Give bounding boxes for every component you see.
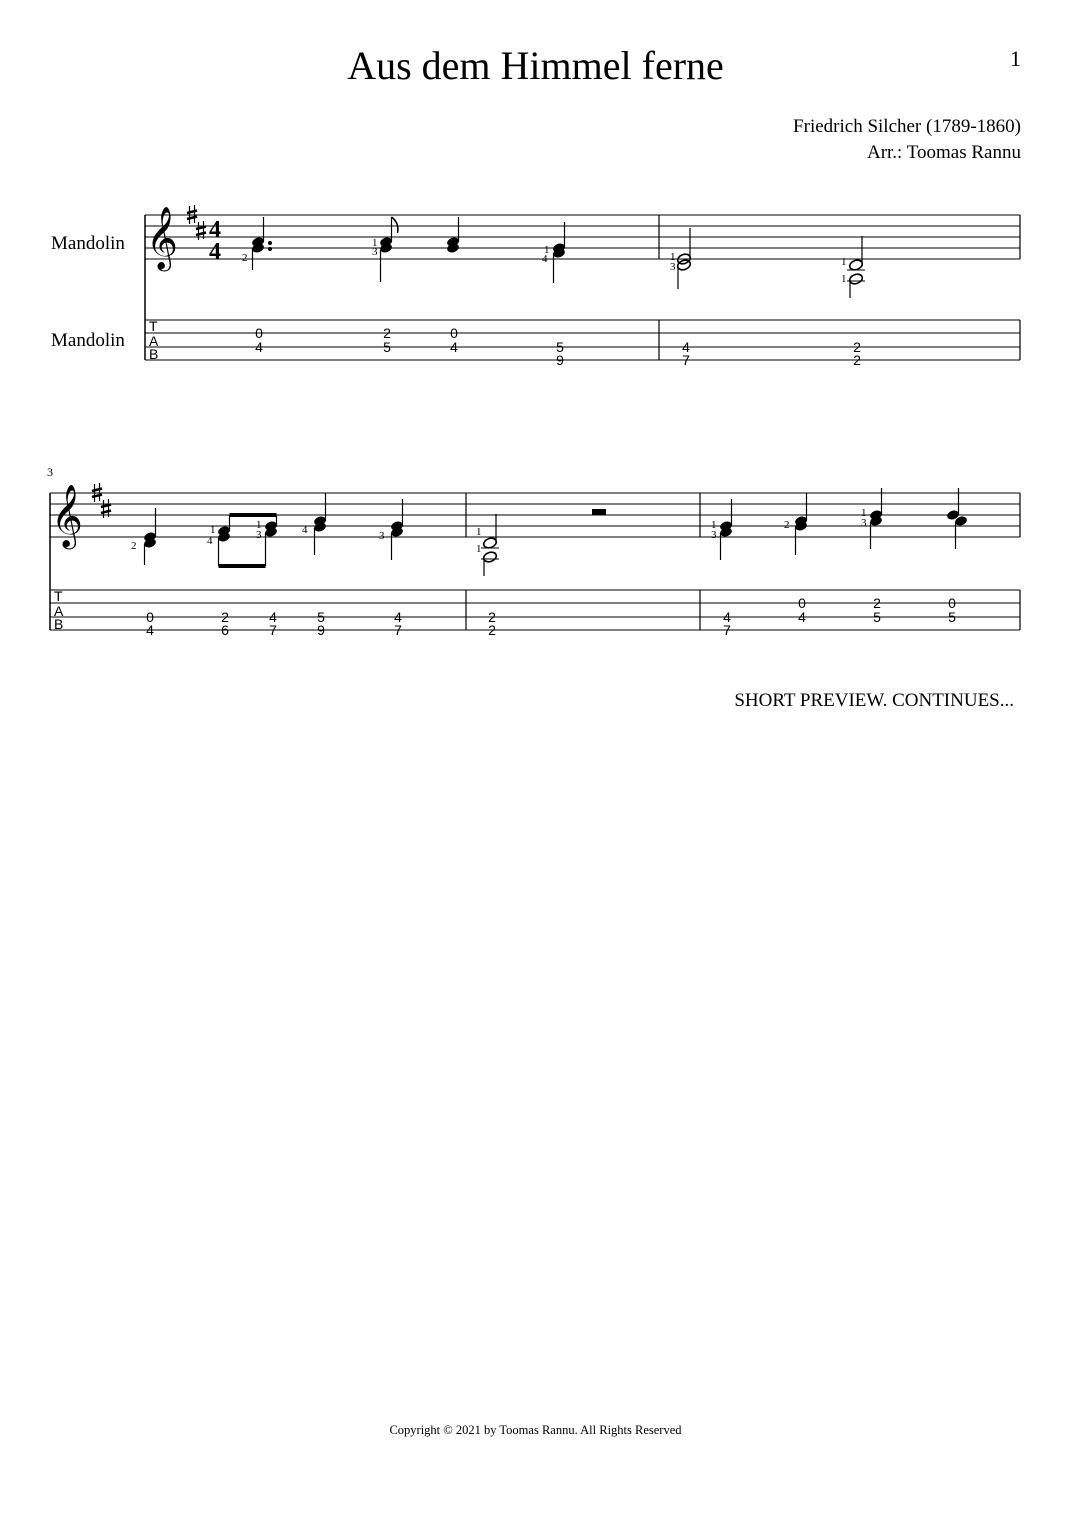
fingering: 2 — [131, 540, 137, 552]
tab-fret: 0 — [450, 325, 458, 341]
tab-fret: 0 — [948, 595, 956, 611]
fingering: 4 — [207, 535, 213, 547]
instrument-label-tab: Mandolin — [51, 330, 125, 351]
tab-fret: 2 — [488, 622, 496, 638]
tab-letter-t: T — [54, 588, 63, 604]
fingering: 4 — [302, 524, 308, 536]
tab-fret: 2 — [853, 352, 861, 368]
fingering: 1 — [372, 237, 378, 249]
fingering: 1 — [476, 526, 482, 538]
tab-fret: 5 — [317, 609, 325, 625]
tab-fret: 7 — [269, 622, 277, 638]
treble-clef-icon: 𝄞 — [146, 206, 178, 269]
tab-fret: 7 — [723, 622, 731, 638]
fingering: 1 — [476, 543, 482, 555]
tab-letter-b: B — [54, 616, 64, 632]
time-signature-bottom: 4 — [209, 239, 221, 265]
tab-fret: 5 — [873, 609, 881, 625]
fingering: 1 — [841, 256, 847, 268]
tab-fret: 2 — [383, 325, 391, 341]
fingering: 1 — [544, 244, 550, 256]
tab-fret: 0 — [146, 609, 154, 625]
tab-fret: 4 — [394, 609, 402, 625]
tab-letter-a: A — [149, 333, 159, 349]
tab-fret: 4 — [723, 609, 731, 625]
measure-5-notes — [719, 488, 968, 560]
arranger-credit: Arr.: Toomas Rannu — [866, 142, 1021, 163]
half-rest-icon — [592, 509, 606, 515]
measure-1-notes — [251, 217, 566, 283]
tab-fret: 2 — [221, 609, 229, 625]
fingering: 3 — [861, 517, 867, 529]
copyright-notice: Copyright © 2021 by Toomas Rannu. All Rights Reserved — [389, 1423, 682, 1437]
tab-fret: 2 — [853, 339, 861, 355]
fingering: 3 — [256, 529, 262, 541]
score-title: Aus dem Himmel ferne — [347, 43, 724, 88]
tab-fret: 9 — [317, 622, 325, 638]
fingering: 1 — [210, 524, 216, 536]
tab-fret: 0 — [255, 325, 263, 341]
fingering: 2 — [242, 252, 248, 264]
tab-fret: 0 — [798, 595, 806, 611]
measure-2-notes — [676, 228, 865, 298]
measure-number: 3 — [47, 465, 53, 479]
preview-notice: SHORT PREVIEW. CONTINUES... — [734, 690, 1014, 711]
tab-fret: 5 — [383, 339, 391, 355]
fingering: 2 — [784, 519, 790, 531]
tab-letter-t: T — [149, 318, 158, 334]
time-signature-top: 4 — [209, 217, 221, 243]
composer-credit: Friedrich Silcher (1789-1860) — [793, 116, 1021, 137]
tab-fret: 4 — [269, 609, 277, 625]
fingering: 1 — [670, 251, 676, 263]
tab-fret: 2 — [488, 609, 496, 625]
measure-4-notes — [481, 509, 606, 576]
page-number: 1 — [1010, 46, 1021, 71]
tab-fret: 9 — [556, 352, 564, 368]
fingering: 3 — [379, 530, 385, 542]
tab-fret: 4 — [798, 609, 806, 625]
fingering: 1 — [256, 519, 262, 531]
system-2 — [50, 483, 1020, 638]
fingering: 1 — [861, 507, 867, 519]
tab-fret: 4 — [255, 339, 263, 355]
tab-fret: 7 — [394, 622, 402, 638]
tab-fret: 5 — [948, 609, 956, 625]
system-1 — [145, 205, 1020, 368]
fingering: 3 — [372, 246, 378, 258]
tab-letter-b: B — [149, 346, 159, 362]
instrument-label-staff: Mandolin — [51, 233, 125, 254]
fingering: 3 — [670, 261, 676, 273]
tab-fret: 4 — [146, 622, 154, 638]
tab-fret: 4 — [450, 339, 458, 355]
tab-fret: 5 — [556, 339, 564, 355]
fingering: 1 — [841, 273, 847, 285]
fingering: 3 — [711, 529, 717, 541]
treble-clef-icon: 𝄞 — [51, 484, 83, 547]
fingering: 4 — [542, 253, 548, 265]
tab-fret: 6 — [221, 622, 229, 638]
tab-fret: 7 — [682, 352, 690, 368]
tab-letter-a: A — [54, 603, 64, 619]
tab-fret: 2 — [873, 595, 881, 611]
tab-fret: 4 — [682, 339, 690, 355]
fingering: 1 — [711, 519, 717, 531]
